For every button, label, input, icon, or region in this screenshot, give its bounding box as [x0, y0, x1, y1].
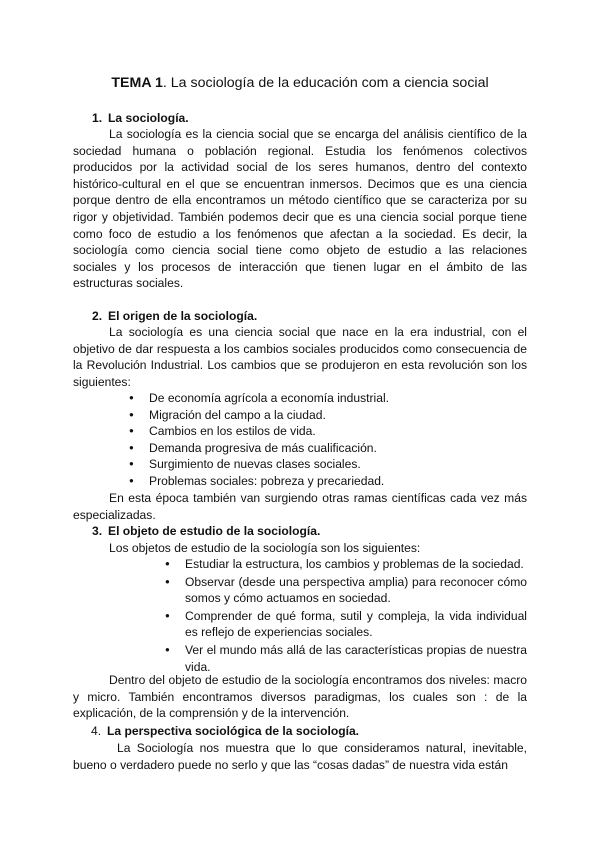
paragraph-niveles: Dentro del objeto de estudio de la sociología encontramos dos niveles: macro y micro. También encontramos diversos paradigmas, los cuales son : de la explicación, de la comprensión y de la intervención.: [73, 673, 527, 721]
paragraph-perspectiva: La Sociología nos muestra que lo que consideramos natural, inevitable, bueno o verdadero puede no serlo y que las “cosas dadas” de nuestra vida están: [73, 741, 527, 772]
list-item: ● Comprender de qué forma, sutil y compleja, la vida individual es reflejo de experiencias sociales.: [165, 608, 527, 641]
list-item: ● Problemas sociales: pobreza y precariedad.: [129, 473, 529, 490]
section-title: La perspectiva sociológica de la sociología.: [107, 724, 360, 738]
paragraph-objetos-intro: Los objetos de estudio de la sociología son los siguientes:: [109, 541, 421, 555]
list-item: ● Ver el mundo más allá de las características propias de nuestra vida.: [165, 642, 527, 675]
section-number: 3.: [92, 524, 103, 538]
list-item: ● De economía agrícola a economía industrial.: [129, 390, 529, 407]
list-item: ● Cambios en los estilos de vida.: [129, 423, 529, 440]
title-rest: . La sociología de la educación com a ciencia social: [162, 75, 489, 91]
objects-list: [165, 556, 527, 675]
section-number: 2.: [92, 309, 103, 323]
section-heading-1: [92, 110, 189, 127]
title-bold: TEMA 1: [111, 75, 163, 91]
page-title: [0, 74, 600, 92]
section-number: 4.: [91, 724, 102, 738]
section-heading-4: [91, 723, 359, 740]
section-number: 1.: [92, 111, 103, 125]
list-item: ● Demanda progresiva de más cualificación.: [129, 440, 529, 457]
paragraph-sociologia: La sociología es la ciencia social que se encarga del análisis científico de la sociedad humana o población regional. Estudia los fenómenos colectivos producidos por la actividad social de los seres humanos, dentro del contexto histórico-cultural en el que se encuentran inmersos. Decimos que es una ciencia porque dentro de ella encontramos un método científico que se caracteriza por su rigor y objetividad. También podemos decir que es una ciencia social porque tiene como foco de estudio a los fenómenos que afectan a la sociedad. Es decir, la sociología como ciencia social tiene como objeto de estudio a las relaciones sociales y los procesos de interacción que tienen lugar en el ámbito de las estructuras sociales.: [73, 127, 527, 291]
section-title: El origen de la sociología.: [108, 309, 258, 323]
list-item: ● Migración del campo a la ciudad.: [129, 407, 529, 424]
section-title: La sociología.: [108, 111, 189, 125]
list-item: ● Surgimiento de nuevas clases sociales.: [129, 456, 529, 473]
changes-list: [129, 390, 529, 490]
section-heading-2: [92, 308, 257, 325]
paragraph-ramas: En esta época también van surgiendo otras ramas científicas cada vez más especializadas.: [73, 491, 527, 522]
section-heading-3: [92, 523, 320, 540]
list-item: ● Observar (desde una perspectiva amplia) para reconocer cómo somos y cómo actuamos en sociedad.: [165, 574, 527, 607]
paragraph-origen: La sociología es una ciencia social que nace en la era industrial, con el objetivo de dar respuesta a los cambios sociales producidos como consecuencia de la Revolución Industrial. Los cambios que se produjeron en esta revolución son los siguientes:: [73, 325, 527, 389]
section-title: El objeto de estudio de la sociología.: [108, 524, 321, 538]
list-item: ● Estudiar la estructura, los cambios y problemas de la sociedad.: [165, 556, 527, 573]
